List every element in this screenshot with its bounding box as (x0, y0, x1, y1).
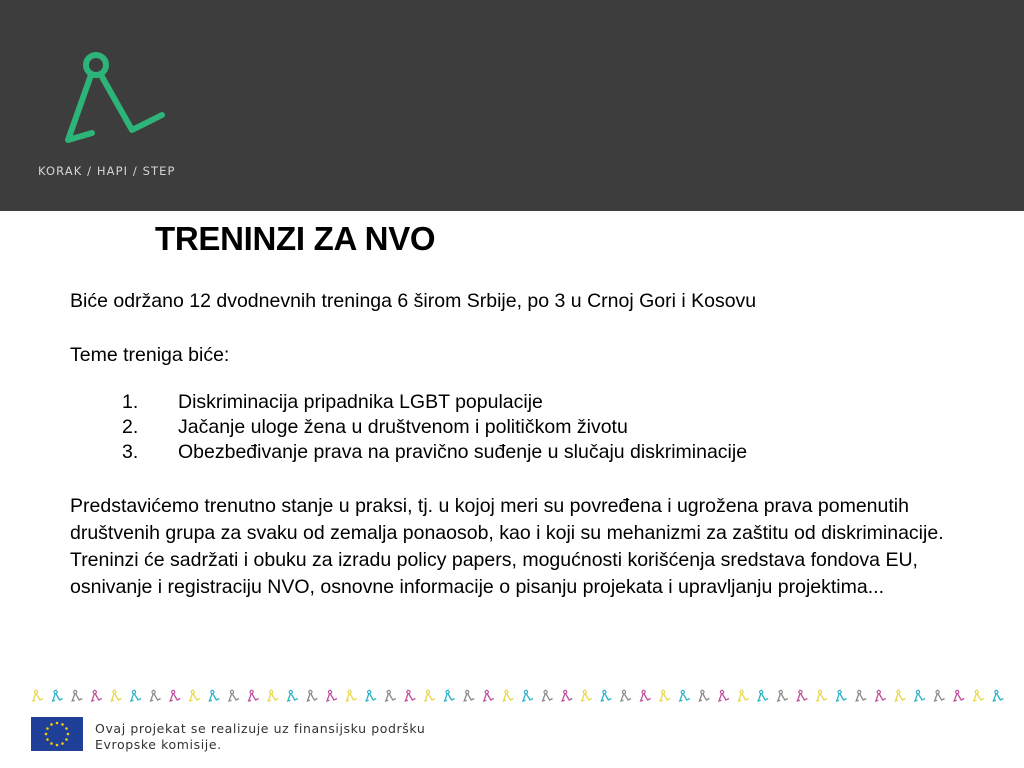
list-number: 3. (122, 441, 139, 463)
intro-text: Biće održano 12 dvodnevnih treninga 6 širom Srbije, po 3 u Crnoj Gori i Kosovu (70, 290, 757, 312)
list-item (70, 390, 970, 415)
footer-line-2: Evropske komisije. (95, 737, 222, 752)
step-figure-icon (895, 690, 905, 701)
step-figure-icon (856, 690, 866, 701)
step-figure-icon (151, 690, 161, 701)
step-figure-icon (543, 690, 553, 701)
step-figure-icon (680, 690, 690, 701)
step-figure-icon (739, 690, 749, 701)
paragraph-2: Treninzi će sadržati i obuku za izradu policy papers, mogućnosti korišćenja sredstava fondova EU, osnivanje i registraciju NVO, osnovne informacije o pisanju projekata i upravljanju projektima... (70, 549, 918, 598)
step-figure-icon (660, 690, 670, 701)
step-figure-icon (288, 690, 298, 701)
step-figure-icon (837, 690, 847, 701)
step-figure-icon (366, 690, 376, 701)
step-figure-icon (621, 690, 631, 701)
eu-flag-icon (31, 717, 83, 751)
step-figure-icon (111, 690, 121, 701)
step-figure-icon (797, 690, 807, 701)
list-item (70, 440, 970, 465)
step-figure-icon (209, 690, 219, 701)
footer-line-1: Ovaj projekat se realizuje uz finansijsku podršku (95, 721, 426, 736)
step-figure-icon (503, 690, 513, 701)
step-figure-icon (405, 690, 415, 701)
step-logo-icon (62, 48, 166, 148)
paragraph-1: Predstavićemo trenutno stanje u praksi, tj. u kojoj meri su povređena i ugrožena prava pomenutih društvenih grupa za svaku od zemalja ponaosob, kao i koji su mehanizmi za zaštitu od diskriminacije. (70, 495, 944, 544)
step-figure-icon (719, 690, 729, 701)
step-figure-icon (601, 690, 611, 701)
step-figure-icon (523, 690, 533, 701)
footer-funding-note (95, 721, 425, 753)
step-figure-icon (170, 690, 180, 701)
step-figure-icon (33, 690, 43, 701)
step-figure-icon (699, 690, 709, 701)
step-figure-icon (954, 690, 964, 701)
step-figure-icon (758, 690, 768, 701)
step-figure-icon (993, 690, 1003, 701)
topics-heading: Teme treniga biće: (70, 344, 230, 366)
step-figure-icon (876, 690, 886, 701)
step-figure-icon (72, 690, 82, 701)
step-figure-icon (582, 690, 592, 701)
step-figure-icon (249, 690, 259, 701)
step-figure-icon (229, 690, 239, 701)
step-figure-icon (445, 690, 455, 701)
list-text: Obezbeđivanje prava na pravično suđenje u slučaju diskriminacije (178, 441, 748, 463)
list-number: 1. (122, 391, 139, 413)
slide-title: TRENINZI ZA NVO (155, 220, 436, 257)
step-figure-icon (915, 690, 925, 701)
step-figure-icon (562, 690, 572, 701)
step-figure-icon (268, 690, 278, 701)
list-text: Diskriminacija pripadnika LGBT populacije (178, 391, 543, 413)
decorative-icon-row (30, 688, 1010, 704)
step-figure-icon (347, 690, 357, 701)
step-figure-icon (464, 690, 474, 701)
step-figure-icon (484, 690, 494, 701)
step-figure-icon (641, 690, 651, 701)
step-figure-icon (386, 690, 396, 701)
logo-text: KORAK / HAPI / STEP (38, 164, 176, 178)
header-banner (0, 0, 1024, 211)
list-item (70, 415, 970, 440)
step-figure-icon (778, 690, 788, 701)
topics-list (70, 390, 970, 465)
step-figure-icon (92, 690, 102, 701)
step-figure-icon (425, 690, 435, 701)
step-figure-icon (53, 690, 63, 701)
step-figure-icon (131, 690, 141, 701)
step-figure-icon (327, 690, 337, 701)
slide-body (70, 288, 970, 601)
step-figure-icon (817, 690, 827, 701)
step-figure-icon (935, 690, 945, 701)
list-text: Jačanje uloge žena u društvenom i političkom životu (178, 416, 628, 438)
step-figure-icon (307, 690, 317, 701)
list-number: 2. (122, 416, 139, 438)
step-figure-icon (974, 690, 984, 701)
step-figure-icon (190, 690, 200, 701)
